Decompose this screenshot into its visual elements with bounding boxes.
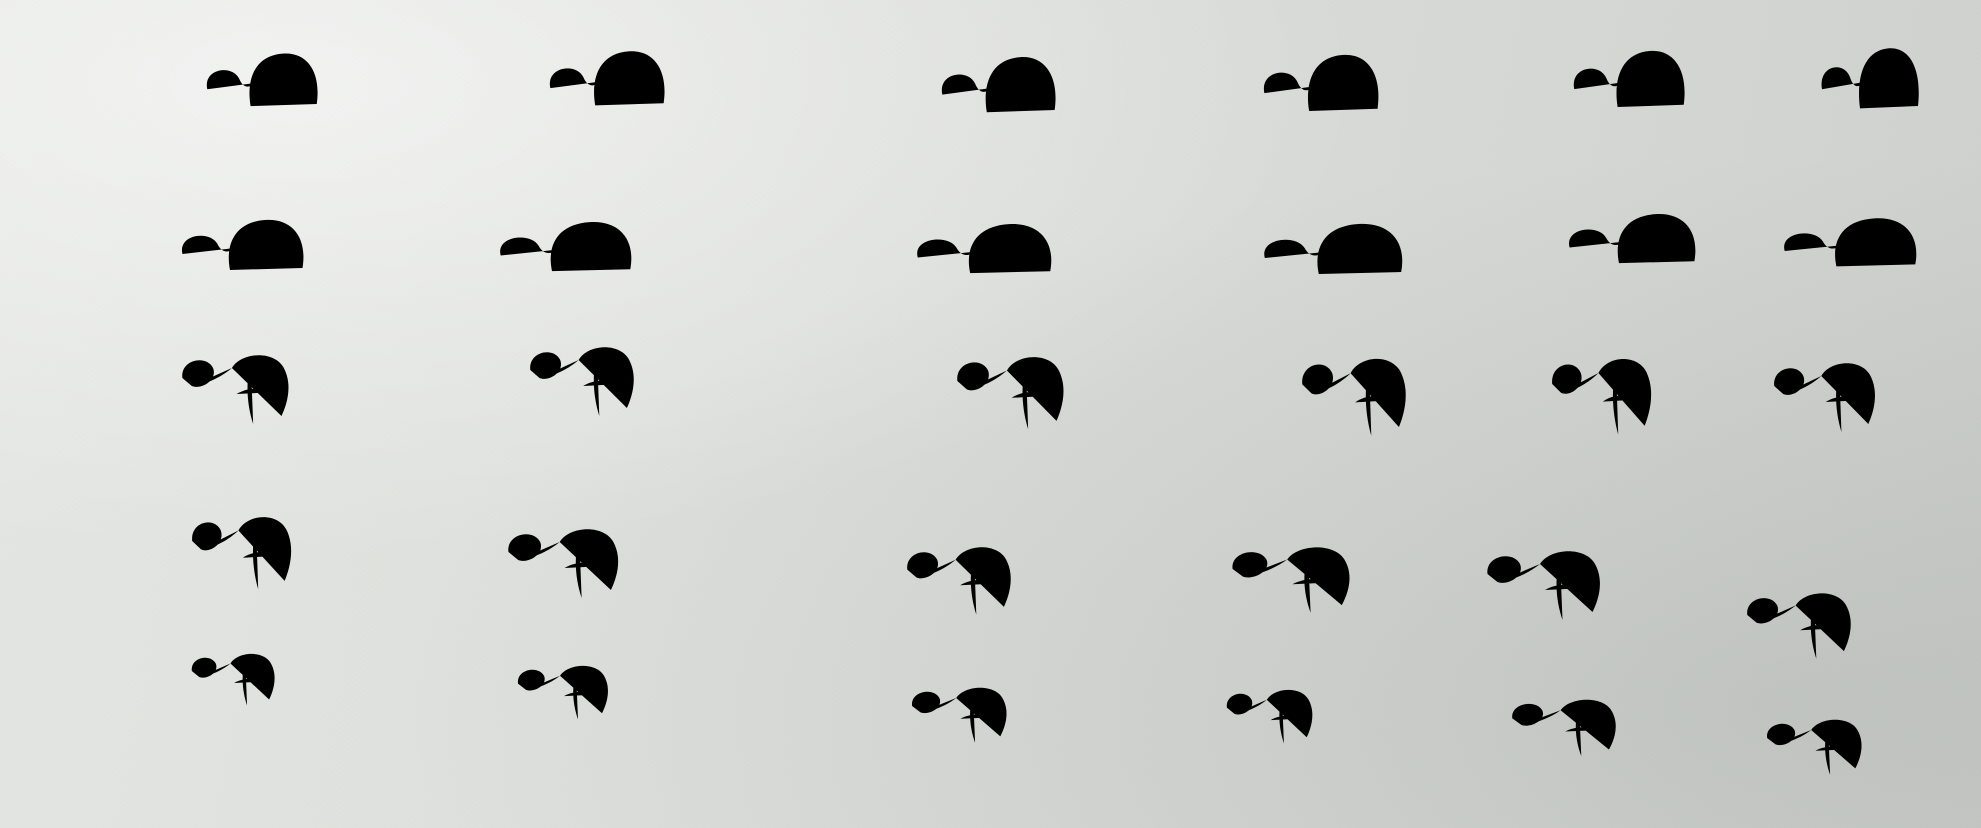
glyph-row4-col6 [1747, 593, 1851, 658]
glyph-row2-col2 [500, 222, 631, 271]
glyph-row4-col5 [1487, 551, 1600, 620]
glyph-row3-col5 [1552, 359, 1651, 435]
glyph-row3-col1 [182, 355, 288, 424]
glyph-row3-col4 [1302, 359, 1406, 436]
glyph-row3-col6 [1774, 363, 1875, 432]
glyph-row5-col2 [518, 666, 608, 720]
glyph-row5-col4 [1227, 690, 1313, 744]
glyph-row5-col3 [912, 688, 1007, 743]
glyph-row1-col5 [1574, 51, 1685, 107]
glyph-row5-col1 [192, 654, 275, 706]
glyph-row4-col4 [1232, 547, 1349, 612]
glyph-row2-col5 [1569, 214, 1695, 263]
glyph-row2-col6 [1784, 218, 1916, 266]
glyph-row4-col2 [508, 529, 618, 598]
glyph-row1-col2 [550, 51, 665, 105]
glyph-row1-col1 [207, 53, 318, 106]
glyph-row4-col3 [907, 547, 1011, 614]
glyph-row2-col4 [1264, 224, 1402, 274]
glyph-row1-col6 [1822, 48, 1919, 108]
glyph-row5-col5 [1512, 700, 1616, 756]
glyph-row1-col4 [1264, 55, 1379, 111]
glyph-row2-col3 [917, 224, 1051, 273]
glyph-row5-col6 [1767, 720, 1862, 775]
glyph-row3-col3 [957, 357, 1063, 429]
glyph-row1-col3 [942, 57, 1056, 112]
glyph-row2-col1 [182, 220, 303, 270]
glyph-row3-col2 [530, 347, 634, 416]
glyph-row4-col1 [192, 517, 291, 589]
